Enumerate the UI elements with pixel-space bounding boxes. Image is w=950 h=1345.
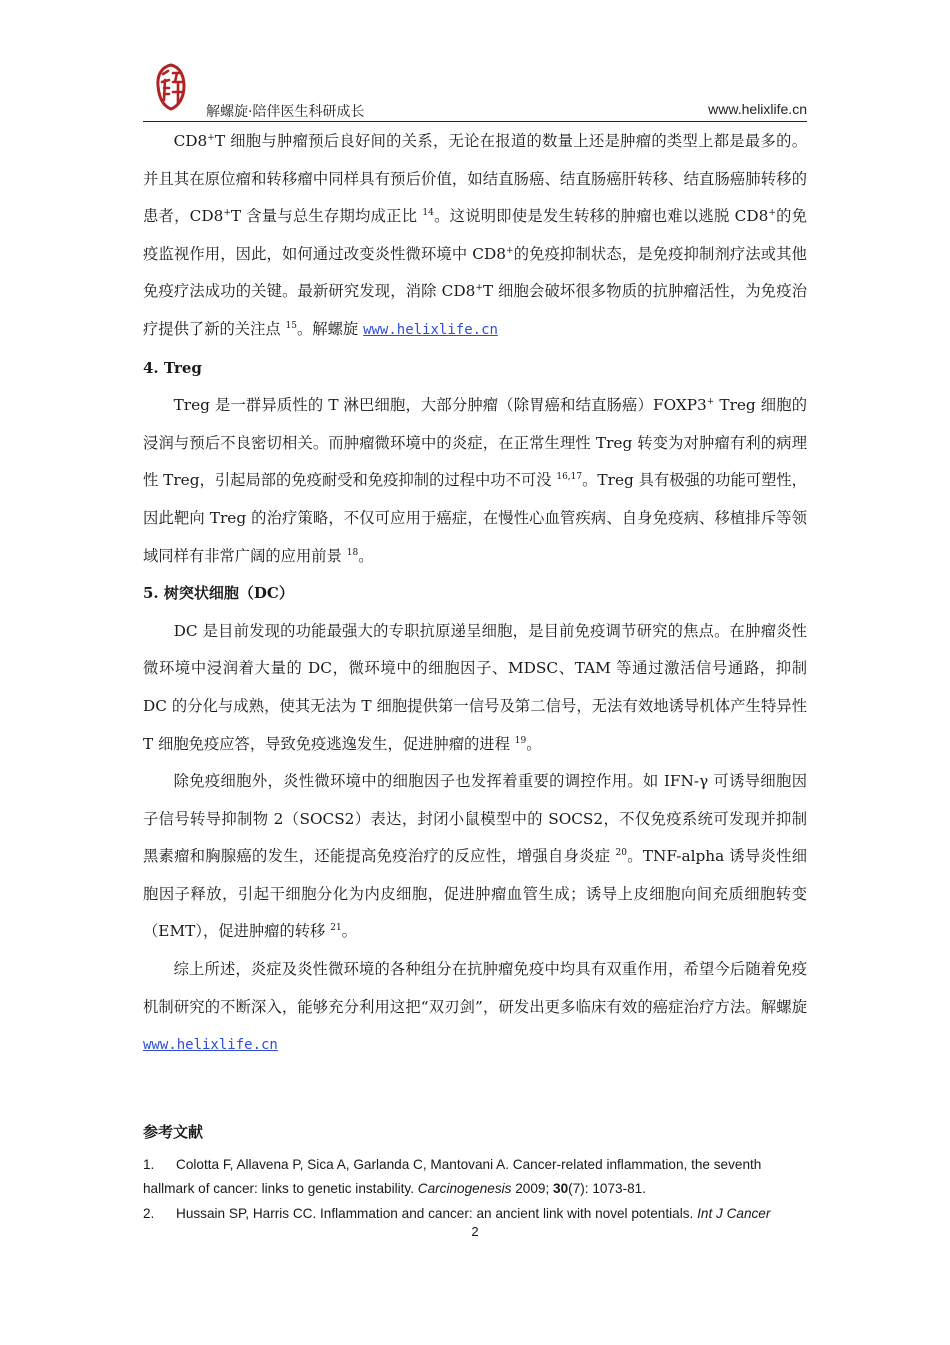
paragraph-cd8: [143, 123, 807, 350]
website-link[interactable]: www.helixlife.cn: [363, 321, 498, 338]
citation-21: 21: [330, 923, 342, 934]
text-span: T 细胞会破坏很多物质的抗肿瘤活性，为免疫治疗提供了新的关注点: [143, 282, 807, 338]
reference-item-2: [143, 1202, 807, 1227]
spacer: [143, 1065, 807, 1102]
section-heading-treg: 4. Treg: [143, 358, 202, 377]
text-span: Treg 细胞的浸润与预后不良密切相关。而肿瘤微环境中的炎症，在正常生理性 Treg 转变为对肿瘤有利的病理性 Treg，引起局部的免疫耐受和免疫抑制的过程中功不可没: [143, 396, 807, 490]
page-number: 2: [471, 1224, 479, 1239]
references-heading: 参考文献: [143, 1122, 204, 1141]
reference-year: 2009;: [511, 1181, 554, 1197]
header-tagline: 解螺旋·陪伴医生科研成长: [206, 104, 365, 120]
text-span: 综上所述，炎症及炎性微环境的各种组分在抗肿瘤免疫中均具有双重作用，希望今后随着免疫机制研究的不断深入，能够充分利用这把“双刃剑”，研发出更多临床有效的癌症治疗方法。解螺旋: [143, 960, 807, 1016]
website-link[interactable]: www.helixlife.cn: [143, 1037, 278, 1054]
section-heading-dc: 5. 树突状细胞（DC）: [143, 584, 294, 603]
text-span: 除免疫细胞外，炎性微环境中的细胞因子也发挥着重要的调控作用。如 IFN-γ 可诱导细胞因子信号转导抑制物 2（SOCS2）表达，封闭小鼠模型中的 SOCS2，不仅免疫系统可发现并抑制黑素瘤和胸腺癌的发生，还能提高免疫治疗的反应性，增强自身炎症: [143, 772, 807, 866]
text-span: DC 是目前发现的功能最强大的专职抗原递呈细胞，是目前免疫调节研究的焦点。在肿瘤炎性微环境中浸润着大量的 DC，微环境中的细胞因子、MDSC、TAM 等通过激活信号通路，抑制 DC 的分化与成熟，使其无法为 T 细胞提供第一信号及第二信号，无法有效地诱导机体产生特异性 T 细胞免疫应答，导致免疫逃逸发生，促进肿瘤的进程: [143, 621, 807, 753]
reference-number: 2.: [143, 1205, 155, 1221]
citation-15: 15: [285, 320, 297, 331]
citation-19: 19: [514, 735, 527, 746]
text-span: 。解螺旋: [297, 319, 364, 338]
paragraph-summary: [143, 951, 807, 1065]
text-span: 。这说明即使是发生转移的肿瘤也难以逃脱 CD8: [433, 207, 769, 226]
citation-14: 14: [422, 208, 434, 219]
text-span: 。: [341, 922, 357, 941]
reference-volume: 30: [553, 1181, 569, 1197]
text-span: 。TNF-alpha 诱导炎性细胞因子释放，引起干细胞分化为内皮细胞，促进肿瘤血管生成；诱导上皮细胞向间充质细胞转变（EMT），促进肿瘤的转移: [143, 847, 807, 941]
reference-journal: Int J Cancer: [697, 1205, 771, 1221]
reference-text: Hussain SP, Harris CC. Inflammation and cancer: an ancient link with novel potentials.: [176, 1205, 698, 1221]
reference-journal: Carcinogenesis: [417, 1181, 512, 1197]
text-span: Treg 是一群异质性的 T 淋巴细胞，大部分肿瘤（除胃癌和结直肠癌）FOXP3: [173, 396, 707, 415]
superscript: +: [706, 397, 715, 408]
superscript: +: [506, 245, 514, 256]
text-span: 的免疫监视作用，因此，如何通过改变炎性微环境中 CD8: [143, 207, 807, 263]
citation-16-17: 16,17: [556, 472, 583, 483]
header-website: www.helixlife.cn: [708, 101, 807, 117]
superscript: +: [207, 133, 215, 143]
paragraph-cytokine: [143, 763, 807, 951]
superscript: +: [223, 208, 231, 219]
text-span: T 含量与总生存期均成正比: [230, 207, 423, 226]
citation-18: 18: [346, 547, 359, 558]
text-span: T 细胞与肿瘤预后良好间的关系，无论在报道的数量上还是肿瘤的类型上都是最多的。并且其在原位瘤和转移瘤中同样具有预后价值，如结直肠癌、结直肠癌肝转移、结直肠癌肺转移的患者，CD8: [143, 132, 807, 226]
text-span: 的免疫抑制状态，是免疫抑制剂疗法或其他免疫疗法成功的关键。最新研究发现，消除 CD8: [143, 244, 807, 301]
text-span: CD8: [173, 132, 208, 150]
header-divider: [143, 121, 807, 122]
reference-number: 1.: [143, 1156, 155, 1172]
article-body: [143, 123, 807, 1226]
superscript: +: [475, 283, 483, 294]
paragraph-dc: [143, 613, 807, 763]
reference-pages: (7): 1073-81.: [568, 1181, 647, 1197]
paragraph-treg: [143, 387, 807, 575]
reference-text: Colotta F, Allavena P, Sica A, Garlanda C, Mantovani A. Cancer-related inflammation, the seventh hallmark of cancer: links to genetic instability.: [143, 1156, 762, 1197]
citation-20: 20: [615, 848, 627, 859]
text-span: 。Treg 具有极强的功能可塑性，因此靶向 Treg 的治疗策略，不仅可应用于癌症，在慢性心血管疾病、自身免疫病、移植排斥等领域同样有非常广阔的应用前景: [143, 471, 807, 565]
text-span: 。: [358, 546, 374, 565]
reference-item-1: [143, 1153, 807, 1202]
superscript: +: [768, 208, 776, 219]
text-span: 。: [526, 734, 542, 753]
helixlife-logo-icon: [153, 62, 189, 112]
